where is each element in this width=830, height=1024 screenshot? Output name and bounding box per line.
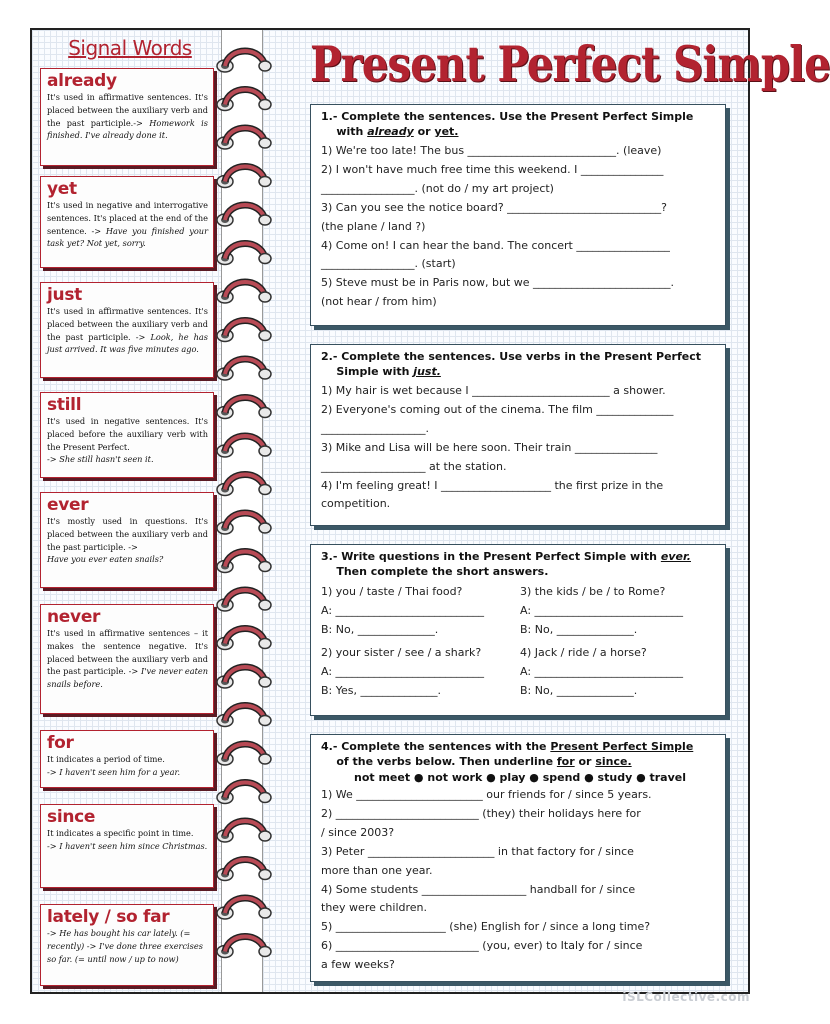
signal-word: lately / so far (47, 907, 170, 927)
signal-example: Have you ever eaten snails? (47, 554, 164, 565)
exercise-4-item: a few weeks? (321, 958, 395, 972)
signal-description: It indicates a specific point in time. (47, 828, 194, 838)
spiral-ring-icon (217, 244, 271, 265)
exercise-1-item: 1) We're too late! The bus ___________________________. (leave) (321, 144, 662, 157)
exercise-3-item: 1) you / taste / Thai food? (321, 585, 463, 598)
signal-description: It's used in affirmative sentences. It's placed between the auxiliary verb and the past participle.-> Homework is finished. I've already done it. (47, 92, 208, 141)
exercise-3-item: B: Yes, ______________. (321, 683, 441, 697)
signal-card-still (40, 392, 214, 478)
signal-card-lately-so-far (40, 904, 214, 986)
signal-word: ever (47, 495, 89, 515)
spiral-ring-icon (217, 937, 271, 958)
exercise-1-item: (the plane / land ?) (321, 219, 426, 233)
exercise-4-item: 5) ____________________ (she) English for / since a long time? (321, 920, 651, 934)
spiral-ring-icon (217, 90, 271, 111)
exercise-2-item: 3) Mike and Lisa will be here soon. Their train _______________ (321, 440, 658, 454)
exercise-1-item: _________________. (start) (321, 257, 456, 271)
spiral-ring-icon (217, 167, 271, 188)
exercise-1-item: 5) Steve must be in Paris now, but we _________________________. (321, 276, 675, 290)
signal-word: yet (47, 179, 77, 199)
sidebar-title: Signal Words (68, 36, 192, 60)
exercise-4-item: 4) Some students ___________________ handball for / since (321, 882, 636, 896)
spiral-ring-icon (217, 282, 271, 303)
exercise-2-box (310, 344, 726, 526)
signal-card-just (40, 282, 214, 378)
exercise-4-box (310, 734, 726, 982)
exercise-4-instruction: 4.- Complete the sentences with the Present Perfect Simple of the verbs below. Then underline for or since. (321, 740, 694, 768)
exercise-1-item: _________________. (not do / my art project) (321, 181, 554, 195)
exercise-2-item: 1) My hair is wet because I _________________________ a shower. (321, 384, 666, 397)
exercise-1-box (310, 104, 726, 326)
exercise-4-item: 6) __________________________ (you, ever) to Italy for / since (321, 939, 643, 953)
spiral-ring-icon (217, 667, 271, 688)
exercise-3-item: A: ___________________________ (321, 664, 485, 678)
spiral-ring-icon (217, 744, 271, 765)
exercise-3-item: A: ___________________________ (520, 603, 684, 617)
exercise-4-item: 1) We _______________________ our friends for / since 5 years. (321, 788, 652, 801)
exercise-1-item: 3) Can you see the notice board? ____________________________? (321, 200, 668, 214)
exercise-4-item: they were children. (321, 901, 427, 915)
exercise-1-item: (not hear / from him) (321, 295, 437, 309)
spiral-ring-icon (217, 321, 271, 342)
exercise-2-item: competition. (321, 497, 391, 511)
exercise-3-item: A: ___________________________ (321, 603, 485, 617)
spiral-ring-icon (217, 359, 271, 380)
signal-example: -> I haven't seen him for a year. (47, 766, 181, 777)
spiral-ring-icon (217, 821, 271, 842)
signal-card-yet (40, 176, 214, 268)
signal-example: I've never eaten snails before. (47, 666, 208, 690)
exercise-4-item: 3) Peter _______________________ in that factory for / since (321, 844, 634, 858)
signal-example: -> I haven't seen him since Christmas. (47, 840, 208, 851)
spiral-ring-icon (217, 205, 271, 226)
spiral-ring-icon (217, 629, 271, 650)
exercise-4-item: 2) __________________________ (they) their holidays here for (321, 806, 641, 820)
exercise-2-item: ___________________. (321, 421, 429, 435)
signal-card-for (40, 730, 214, 788)
spiral-ring-icon (217, 51, 271, 72)
page-title: Present Perfect Simple (310, 36, 830, 93)
spiral-binding-icon (215, 40, 275, 990)
spiral-ring-icon (217, 898, 271, 919)
signal-card-never (40, 604, 214, 714)
signal-description: It's used in affirmative sentences. It's placed between the auxiliary verb and the past participle. -> Look, he has just arrived. It was five minutes ago. (47, 306, 208, 355)
exercise-3-item: 4) Jack / ride / a horse? (520, 645, 647, 659)
spiral-ring-icon (217, 475, 271, 496)
exercise-1-item: 4) Come on! I can hear the band. The concert _________________ (321, 238, 670, 252)
exercise-2-item: ___________________ at the station. (321, 459, 507, 473)
signal-example: -> She still hasn't seen it. (47, 454, 154, 465)
signal-example: Homework is finished. I've already done it. (47, 117, 208, 141)
spiral-ring-icon (217, 552, 271, 573)
signal-word: never (47, 607, 101, 627)
signal-example: -> He has bought his car lately. (= recently) -> I've done three exercises so far. (= until now / up to now) (47, 928, 203, 964)
signal-example: Have you finished your task yet? Not yet, sorry. (47, 225, 208, 249)
signal-description: It's mostly used in questions. It's placed between the auxiliary verb and the past participle. -> (47, 516, 208, 552)
exercise-3-item: A: ___________________________ (520, 664, 684, 678)
verb-list: not meet ● not work ● play ● spend ● study ● travel (353, 771, 686, 784)
signal-word: still (47, 395, 82, 415)
signal-word: just (47, 285, 82, 305)
exercise-3-item: B: No, ______________. (321, 622, 439, 636)
spiral-ring-icon (217, 706, 271, 727)
exercise-3-item: B: No, ______________. (520, 622, 638, 636)
signal-word: for (47, 733, 74, 753)
signal-example: Look, he has just arrived. It was five minutes ago. (47, 331, 208, 355)
exercise-4-item: / since 2003? (321, 825, 395, 839)
signal-description: It's used in negative and interrogative sentences. It's placed at the end of the sentence. -> Have you finished your task yet? Not yet, sorry. (47, 200, 208, 249)
spiral-ring-icon (217, 590, 271, 611)
spiral-ring-icon (217, 513, 271, 534)
signal-card-since (40, 804, 214, 888)
spiral-ring-icon (217, 128, 271, 149)
signal-word: already (47, 71, 117, 91)
exercise-1-instruction: 1.- Complete the sentences. Use the Present Perfect Simple with already or yet. (321, 110, 694, 138)
spiral-ring-icon (217, 398, 271, 419)
exercise-4-item: more than one year. (321, 863, 433, 877)
exercise-2-item: 4) I'm feeling great! I ____________________ the first prize in the (321, 478, 664, 492)
spiral-ring-icon (217, 860, 271, 881)
exercise-1-item: 2) I won't have much free time this weekend. I _______________ (321, 162, 664, 176)
exercise-3-item: 2) your sister / see / a shark? (321, 645, 482, 659)
spiral-ring-icon (217, 436, 271, 457)
signal-word: since (47, 807, 96, 827)
spiral-ring-icon (217, 783, 271, 804)
footer-watermark: iSLCollective.com (622, 990, 750, 1004)
signal-description: It indicates a period of time. (47, 754, 165, 764)
signal-description: It's used in affirmative sentences – it makes the sentence negative. It's placed between the auxiliary verb and the past participle. -> I've never eaten snails before. (47, 628, 208, 690)
exercise-2-item: 2) Everyone's coming out of the cinema. The film ______________ (321, 402, 674, 416)
signal-description: It's used in negative sentences. It's placed before the auxiliary verb with the Present Perfect. (47, 416, 208, 452)
exercise-3-item: 3) the kids / be / to Rome? (520, 585, 666, 598)
exercise-3-instruction: 3.- Write questions in the Present Perfect Simple with ever. Then complete the short answers. (321, 550, 691, 578)
exercise-2-instruction: 2.- Complete the sentences. Use verbs in the Present Perfect Simple with just. (321, 350, 702, 378)
signal-card-already (40, 68, 214, 166)
signal-card-ever (40, 492, 214, 588)
exercise-3-item: B: No, ______________. (520, 683, 638, 697)
exercise-3-box (310, 544, 726, 716)
